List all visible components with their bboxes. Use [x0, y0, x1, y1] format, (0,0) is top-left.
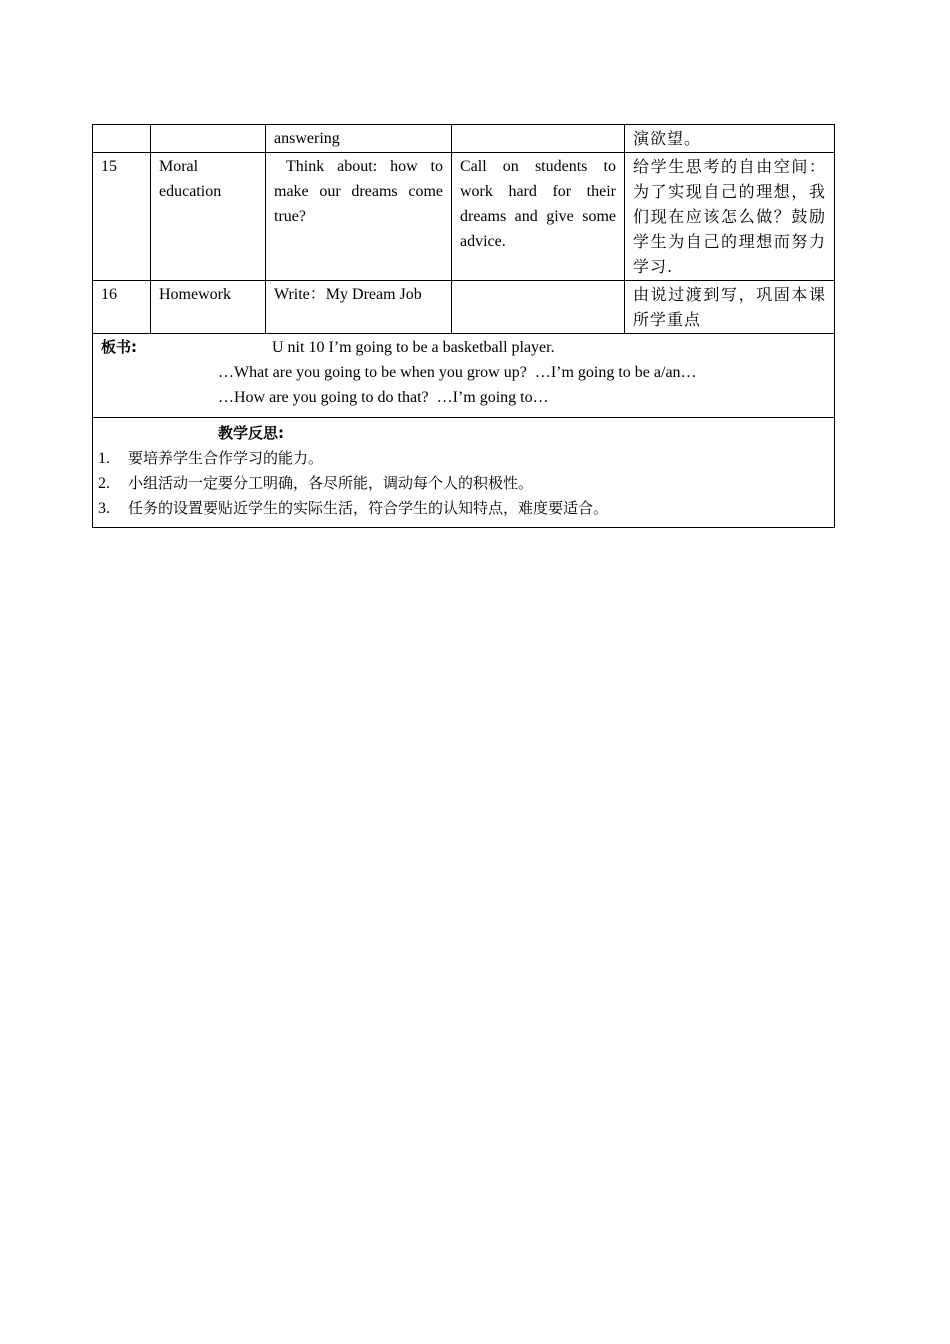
blackboard-title: U nit 10 I’m going to be a basketball player. — [272, 339, 555, 356]
step-number-cell — [93, 125, 151, 153]
activity-text: Think about: how to make our dreams come true? — [274, 158, 443, 225]
list-item-number: 3. — [98, 500, 110, 517]
list-item-text: 小组活动一定要分工明确，各尽所能，调动每个人的积极性。 — [128, 474, 534, 492]
list-item-number: 2. — [98, 475, 110, 492]
table-row — [93, 153, 835, 281]
list-item-text: 任务的设置要贴近学生的实际生活，符合学生的认知特点，难度要适合。 — [128, 499, 609, 517]
purpose-cell: 给学生思考的自由空间：为了实现自己的理想，我们现在应该怎么做？鼓励学生为自己的理想而努力学习. — [625, 153, 835, 281]
teacher-cell — [452, 281, 625, 334]
reflection-cell — [93, 418, 835, 528]
blackboard-label: 板书: — [101, 338, 137, 356]
step-name-cell: Homework — [151, 281, 266, 334]
teacher-cell — [452, 125, 625, 153]
step-name-cell: Moral education — [151, 153, 266, 281]
table-row — [93, 125, 835, 153]
blackboard-line-1: …What are you going to be when you grow up? …I’m going to be a/an… — [218, 364, 697, 381]
reflection-row — [93, 418, 835, 528]
blackboard-cell — [93, 334, 835, 418]
purpose-cell: 由说过渡到写，巩固本课所学重点 — [625, 281, 835, 334]
teacher-cell: Call on students to work hard for their dreams and give some advice. — [452, 153, 625, 281]
blackboard-line-2: …How are you going to do that? …I’m going to… — [218, 389, 549, 406]
activity-cell — [266, 153, 452, 281]
step-number-cell: 15 — [93, 153, 151, 281]
table-row — [93, 281, 835, 334]
list-item-number: 1. — [98, 450, 110, 467]
reflection-label: 教学反思: — [218, 424, 284, 442]
activity-cell: Write：My Dream Job — [266, 281, 452, 334]
list-item — [98, 446, 826, 471]
list-item — [98, 496, 826, 521]
activity-cell: answering — [266, 125, 452, 153]
step-number-cell: 16 — [93, 281, 151, 334]
purpose-cell: 演欲望。 — [625, 125, 835, 153]
list-item-text: 要培养学生合作学习的能力。 — [128, 449, 324, 467]
step-name-cell — [151, 125, 266, 153]
blackboard-row — [93, 334, 835, 418]
list-item — [98, 471, 826, 496]
lesson-plan-table — [92, 124, 835, 528]
